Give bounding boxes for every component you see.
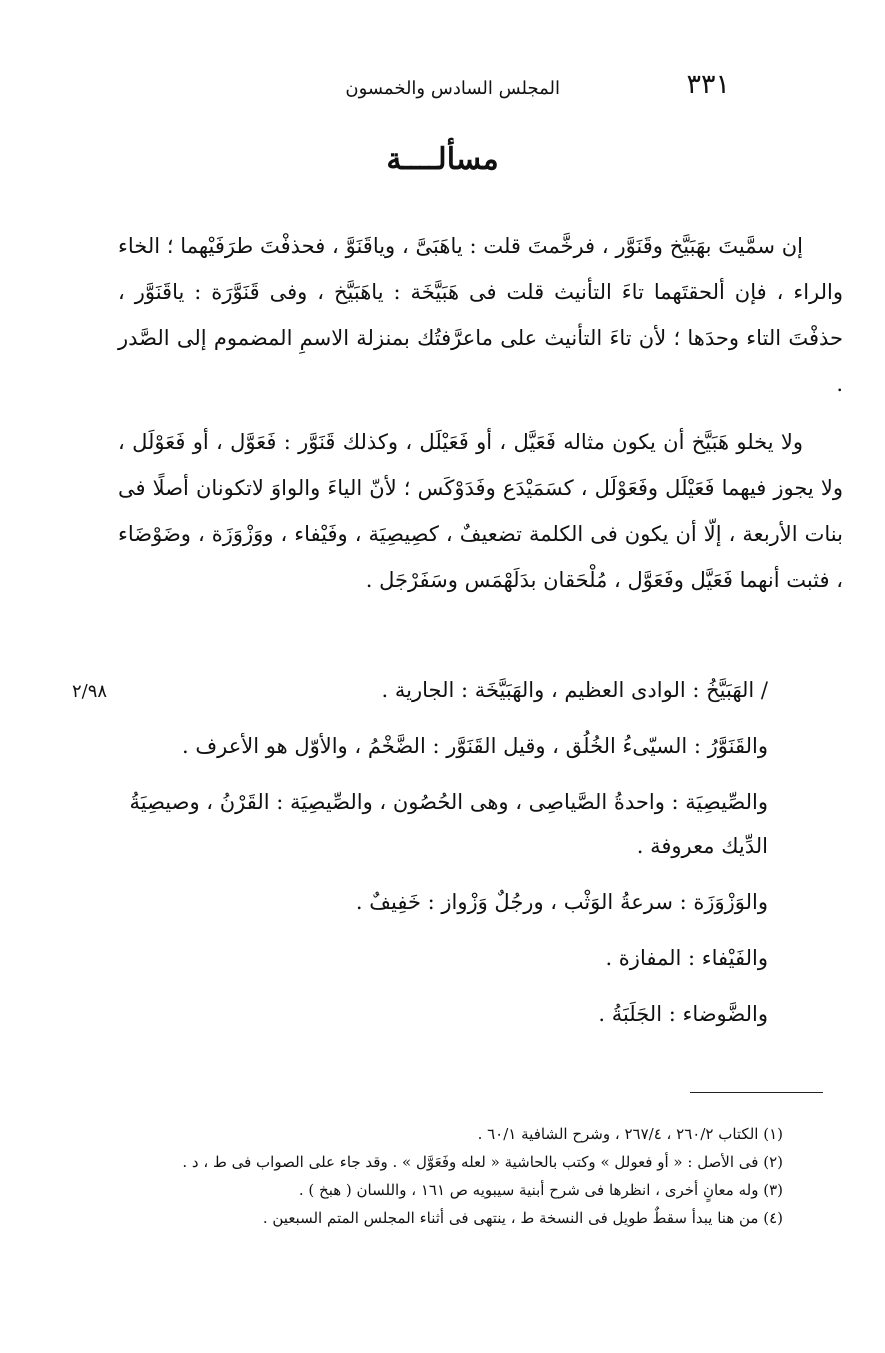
definition-entry: / الهَبَيَّخُ : الوادى العظيم ، والهَبَيَّخَة : الجارية .: [381, 678, 768, 702]
page-number: ٣٣١: [686, 69, 730, 100]
definition-entry: والصِّيصِيَة : واحدةُ الصَّياصِى ، وهى الحُصُون ، والصِّيصِيَة : القَرْنُ ، وصيصِيَةُ الدِّيك معروفة .: [129, 790, 768, 858]
definition-entry: والقَنَوَّرُ : السيّىءُ الخُلُق ، وقيل القَنَوَّر : الضَّخْمُ ، والأوّل هو الأعرف .: [182, 734, 768, 758]
footnote: (١) الكتاب ٢٦٠/٢ ، ٢٦٧/٤ ، وشرح الشافية ٦٠/١ .: [477, 1125, 783, 1143]
footnote: (٢) فى الأصل : « أو فعولل » وكتب بالحاشية « لعله وفَعَوَّل » . وقد جاء على الصواب فى ط ، د .: [182, 1153, 783, 1171]
footnote-divider: [690, 1092, 823, 1093]
paragraph: إن سمَّيتَ بهَبَيَّخ وقَنَوَّر ، فرخَّمتَ قلت : ياهَبَىَّ ، وياقَنَوَّ ، فحذفْتَ طرَفَيْهما ؛ الخاء والراء ، فإن ألحقتَهما تاءَ التأنيث قلت فى هَبَيَّخَة : ياهَبَيَّخ ، وفى قَنَوَّرَة : ياقَنَوَّر ، حذفْتَ التاء وحدَها ؛ لأن تاءَ التأنيث على ماعرَّفتُك بمنزلة الاسمِ المضموم إلى الصَّدر .: [118, 234, 843, 396]
footnotes: [118, 1120, 783, 1232]
definition-entry: والوَزْوَزَة : سرعةُ الوَثْب ، ورجُلٌ وَزْواز : خَفِيفٌ .: [355, 890, 768, 914]
margin-reference: ٢/٩٨: [72, 681, 108, 702]
definition-entry: والضَّوضاء : الجَلَبَةُ .: [598, 1002, 768, 1026]
footnote: (٤) من هنا يبدأ سقطٌ طويل فى النسخة ط ، ينتهى فى أثناء المجلس المتم السبعين .: [262, 1209, 783, 1227]
definitions-list: [118, 668, 768, 1036]
main-text: [118, 223, 843, 603]
footnote: (٣) وله معانٍ أخرى ، انظرها فى شرح أبنية سيبويه ص ١٦١ ، واللسان ( هبخ ) .: [298, 1181, 783, 1199]
page-header: [150, 70, 730, 106]
section-title: مسألــــة: [386, 142, 499, 177]
definition-entry: والفَيْفاء : المفازة .: [605, 946, 768, 970]
running-title: المجلس السادس والخمسون: [345, 78, 560, 99]
paragraph: ولا يخلو هَبَيَّخ أن يكون مثاله فَعَيَّل ، أو فَعَيْلَل ، وكذلك قَنَوَّر : فَعَوَّل ، أو فَعَوْلَل ، ولا يجوز فيهما فَعَيْلَل وفَعَوْلَل ، كسَمَيْدَع وفَدَوْكَس ؛ لأنّ الياءَ والواوَ لاتكونان أصلًا فى بنات الأربعة ، إلّا أن يكون فى الكلمة تضعيفٌ ، كصِيصِيَة ، وفَيْفاء ، ووَزْوَزَة ، وضَوْضَاء ، فثبت أنهما فَعَيَّل وفَعَوَّل ، مُلْحَقان بدَلَهْمَس وسَفَرْجَل .: [118, 430, 843, 592]
